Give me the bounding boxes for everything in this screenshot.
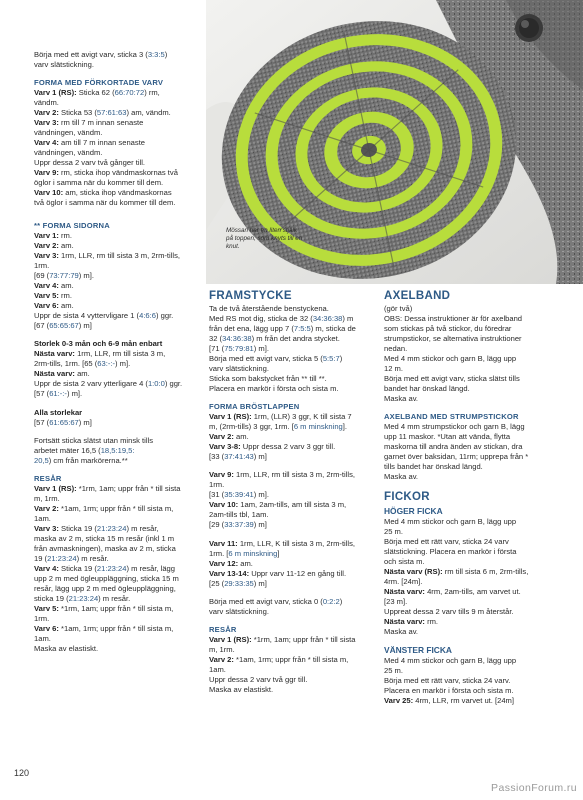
text-line: 1rm. — [209, 480, 225, 490]
heading-bib: FORMA BRÖSTLAPPEN — [209, 402, 300, 412]
text-line: Varv 9: 1rm, LLR, rm till sista 3 m, 2rm-tills, — [209, 470, 356, 480]
text-line: 1am. — [34, 633, 51, 643]
text-line: och sista m. — [384, 556, 425, 566]
text-line: Varv 1 (RS): Sticka 62 (66:70:72) rm, — [34, 88, 160, 98]
text-line: Fortsätt sticka slätst utan minsk tills — [34, 435, 154, 445]
text-line: resår, lägg upp 2 m med ögleuppläggning, — [34, 583, 176, 593]
text-line: Börja med ett avigt varv, sticka slätst tills — [384, 374, 520, 384]
text-line: [23 m]. — [384, 596, 408, 606]
text-line: Varv 1: rm. — [34, 231, 72, 241]
text-line: Varv 6: am. — [34, 301, 74, 311]
text-line: m, 1rm. — [209, 644, 235, 654]
text-line: Ta de två återstående benstyckena. — [209, 304, 329, 314]
text-line: [57 (61:65:67) m] — [34, 417, 92, 427]
text-line: 1rm. — [34, 261, 50, 271]
text-line: Varv 3: rm till 7 m innan senaste — [34, 118, 144, 128]
ribbing-left-text — [34, 484, 202, 654]
text-line: två öglor i samma när du kommer till dem. — [34, 198, 176, 208]
text-line: [67 (65:65:67) m] — [34, 321, 92, 331]
text-line: Maska av. — [384, 626, 419, 636]
text-line: bandet har önskad längd. — [384, 384, 470, 394]
text-line: Sticka som bakstycket från ** till **. — [209, 374, 327, 384]
right-column — [384, 289, 559, 706]
text-line: OBS: Dessa instruktioner är för axelband — [384, 314, 523, 324]
bib-text — [209, 412, 379, 462]
text-line: Nästa varv: rm. — [384, 616, 439, 626]
text-line: Varv 2: am. — [34, 241, 74, 251]
text-line: 1am. — [34, 513, 51, 523]
text-line: Varv 25: 4rm, LLR, rm varvet ut. [24m] — [384, 696, 514, 706]
text-line: [57 (61:-:-) m]. — [34, 389, 83, 399]
text-line: 32 (34:36:38) m från det andra stycket. — [209, 334, 340, 344]
text-line: slätstickning. Placera en markör i första — [384, 546, 517, 556]
text-line: vändningen, vändm. — [34, 148, 103, 158]
heading-short-rows: FORMA MED FÖRKORTADE VARV — [34, 78, 164, 88]
text-line: Varv 4: am. — [34, 281, 74, 291]
text-line: Maska av. — [384, 472, 419, 482]
text-line: Varv 1 (RS): *1rm, 1am; uppr från * till sista — [209, 634, 356, 644]
text-line: 2rm-tills, 1rm. [65 (63:-:-) m]. — [34, 359, 131, 369]
text-line: [69 (73:77:79) m]. — [34, 271, 94, 281]
text-line: 1am. — [209, 664, 226, 674]
text-line: Uppr dessa 2 varv två gånger till. — [34, 158, 146, 168]
text-line: 25 m. — [384, 666, 403, 675]
left-pocket-text — [384, 656, 559, 706]
text-line: Börja med ett avigt varv, sticka 5 (5:5:7) — [209, 354, 343, 364]
axelband-text — [384, 314, 559, 404]
text-line: 1rm. — [34, 613, 50, 623]
text-line: Uppr de sista 2 varv ytterligare 4 (1:0:0) ggr. — [34, 379, 183, 389]
text-line: varv slätstickning. — [209, 364, 269, 374]
heading-ribbing-middle: RESÅR — [209, 624, 237, 634]
text-line: vändningen, vändm. — [34, 128, 103, 138]
text-line: 12 m. — [384, 364, 403, 374]
text-line: Maska av. — [384, 394, 419, 404]
text-line: vändm. — [34, 98, 59, 108]
photo-caption: Mössan har en liten stjälk på toppen, som knyts till en knut. — [226, 227, 303, 251]
text-line: Börja med ett rätt varv, sticka 24 varv — [384, 536, 509, 546]
text-line: 4rm. [24m]. — [384, 576, 423, 586]
text-line: [71 (75:79:81) m]. — [209, 344, 269, 354]
text-line: Varv 3: 1rm, LLR, rm till sista 3 m, 2rm-tills, — [34, 251, 181, 261]
text-line: nedan. — [384, 344, 408, 354]
text-line: 19 (21:23:24) m resår. — [34, 553, 109, 563]
left-column — [34, 50, 202, 654]
text-line: Uppreat dessa 2 varv tills 9 m återstår. — [384, 606, 514, 616]
heading-shape-sides: ** FORMA SIDORNA — [34, 221, 110, 231]
text-line: varv slätstickning. — [34, 60, 94, 70]
text-line: varv slätstickning. — [209, 606, 269, 616]
text-line: 20,5) cm från markörerna.** — [34, 455, 128, 465]
text-line: Varv 2: *1am, 1rm; uppr från * till sista m, — [209, 654, 349, 664]
all-sizes-text — [34, 408, 202, 428]
bib-repeat-text — [209, 539, 379, 589]
text-line: Varv 11: 1rm, LLR, K till sista 3 m, 2rm-tills, — [209, 538, 356, 548]
heading-dpn-straps: AXELBAND MED STRUMPSTICKOR — [384, 412, 519, 422]
text-line: Storlek 0-3 mån och 6-9 mån enbart — [34, 339, 163, 349]
axelband-subtitle: (gör två) — [384, 304, 413, 314]
text-line: Med 4 mm stickor och garn B, lägg upp — [384, 516, 517, 526]
heading-framstycke: FRAMSTYCKE — [209, 290, 292, 302]
watermark: PassionForum.ru — [491, 782, 577, 794]
text-line: 2am-tills tbl, 1am. — [209, 510, 269, 520]
text-line: Varv 4: Sticka 19 (21:23:24) m resår, lägg — [34, 563, 176, 573]
shape-sides-text — [34, 231, 202, 331]
text-line: 1rm. [6 m minskning] — [209, 548, 280, 558]
text-line: arbetet mäter 16,5 (18,5:19,5: — [34, 445, 135, 455]
bib-decrease-text — [209, 470, 379, 530]
text-line: Maska av elastiskt. — [34, 643, 99, 653]
text-line: Varv 1 (RS): *1rm, 1am; uppr från * till sista — [34, 483, 181, 493]
text-line: Varv 3: Sticka 19 (21:23:24) m resår, — [34, 523, 159, 533]
text-line: Börja med ett rätt varv, sticka 24 varv. — [384, 676, 511, 686]
text-line: Varv 6: *1am, 1rm; uppr från * till sista m, — [34, 623, 174, 633]
text-line: Alla storlekar — [34, 407, 83, 417]
text-line: Varv 3-8: Uppr dessa 2 varv 3 ggr till. — [209, 442, 336, 452]
text-line: garnet över baksidan, 11rm; upprepa från * — [384, 452, 529, 462]
text-line: maska av 2 m, sticka 15 m resår (inkl 1 m — [34, 533, 175, 543]
heading-fickor: FICKOR — [384, 491, 430, 504]
text-line: maskorna till andra änden av stickan, dra — [384, 442, 523, 452]
page-number: 120 — [14, 768, 30, 778]
text-line: Nästa varv: 1rm, LLR, rm till sista 3 m, — [34, 349, 166, 359]
text-line: strumpstickor, se alternativa instruktioner — [384, 334, 522, 344]
text-line: Varv 5: rm. — [34, 291, 72, 301]
right-pocket-text — [384, 517, 559, 637]
text-line: Varv 10: am, sticka ihop vändmaskornas — [34, 188, 172, 198]
text-line: Varv 2: am. — [209, 432, 249, 442]
intro-text — [34, 50, 202, 70]
text-line: m, (2rm-tills) 3 ggr, 1rm. [6 m minskning]. — [209, 422, 348, 432]
dpn-straps-text — [384, 422, 559, 482]
text-line: Varv 9: rm, sticka ihop vändmaskornas två — [34, 168, 178, 178]
text-line: Med RS mot dig, sticka de 32 (34:36:38) m — [209, 314, 354, 324]
text-line: [31 (35:39:41) m]. — [209, 490, 269, 500]
text-line: [29 (33:37:39) m] — [209, 520, 267, 530]
text-line: Varv 1 (RS): 1rm, (LLR) 3 ggr, K till sista 7 — [209, 412, 352, 422]
text-line: tills bandet har önskad längd. — [384, 462, 483, 472]
text-line: Med 4 mm stickor och garn B, lägg upp — [384, 655, 517, 665]
text-line: [33 (37:41:43) m] — [209, 452, 267, 462]
text-line: från det ena, lägg upp 7 (7:5:5) m, sticka de — [209, 324, 356, 334]
continue-text — [34, 436, 202, 466]
text-line: m, 1rm. — [34, 493, 60, 503]
text-line: sticka 19 (21:23:24) m resår. — [34, 593, 131, 603]
size-03-69-text — [34, 339, 202, 399]
heading-left-pocket: VÄNSTER FICKA — [384, 644, 452, 655]
text-line: från avmaskningen), maska av 2 m, sticka — [34, 543, 176, 553]
text-line: Nästa varv: 4rm, 2am-tills, am varvet ut. — [384, 586, 521, 596]
short-rows-text — [34, 88, 202, 208]
text-line: Varv 13-14: Uppr varv 11-12 en gång till. — [209, 568, 347, 578]
text-line: Maska av elastiskt. — [209, 684, 274, 694]
text-line: Varv 4: am till 7 m innan senaste — [34, 138, 146, 148]
text-line: Uppr dessa 2 varv två ggr till. — [209, 674, 308, 684]
text-line: Varv 10: 1am, 2am-tills, am till sista 3 m, — [209, 500, 347, 510]
text-line: Med 4 mm strumpstickor och garn B, lägg — [384, 422, 525, 432]
text-line: upp 11 maskor. *Utan att vända, flytta — [384, 432, 511, 442]
text-line: Nästa varv: am. — [34, 369, 90, 379]
text-line: Varv 12: am. — [209, 558, 253, 568]
text-line: Placera en markör i första och sista m. — [209, 384, 339, 394]
front-intro-text — [209, 304, 379, 394]
text-line: Varv 2: *1am, 1rm; uppr från * till sista m, — [34, 503, 174, 513]
text-line: Placera en markör i första och sista m. — [384, 686, 514, 696]
heading-right-pocket: HÖGER FICKA — [384, 505, 443, 516]
heading-axelband: AXELBAND — [384, 290, 451, 302]
text-line: öglor i samma när du kommer till dem. — [34, 178, 164, 188]
text-line: som stickas på två stickor, du föredrar — [384, 324, 512, 334]
text-line: upp 2 m med ögleuppläggning, sticka 15 m — [34, 573, 179, 583]
ribbing-middle-text — [209, 635, 379, 695]
text-line: Börja med ett avigt varv, sticka 0 (0:2:2) — [209, 596, 343, 606]
text-line: Nästa varv (RS): rm till sista 6 m, 2rm-tills, — [384, 566, 529, 576]
text-line: Uppr de sista 4 vyttervligare 1 (4:6:6) ggr. — [34, 311, 174, 321]
middle-column — [209, 289, 379, 695]
bib-stockinette-text — [209, 597, 379, 617]
heading-ribbing-left: RESÅR — [34, 473, 62, 483]
text-line: 25 m. — [384, 526, 403, 536]
text-line: Varv 2: Sticka 53 (57:61:63) am, vändm. — [34, 108, 171, 118]
text-line: Med 4 mm stickor och garn B, lägg upp — [384, 354, 517, 364]
text-line: Varv 5: *1rm, 1am; uppr från * till sista m, — [34, 603, 174, 613]
text-line: [25 (29:33:35) m] — [209, 578, 267, 588]
text-line: Börja med ett avigt varv, sticka 3 (3:3:5) — [34, 50, 168, 59]
